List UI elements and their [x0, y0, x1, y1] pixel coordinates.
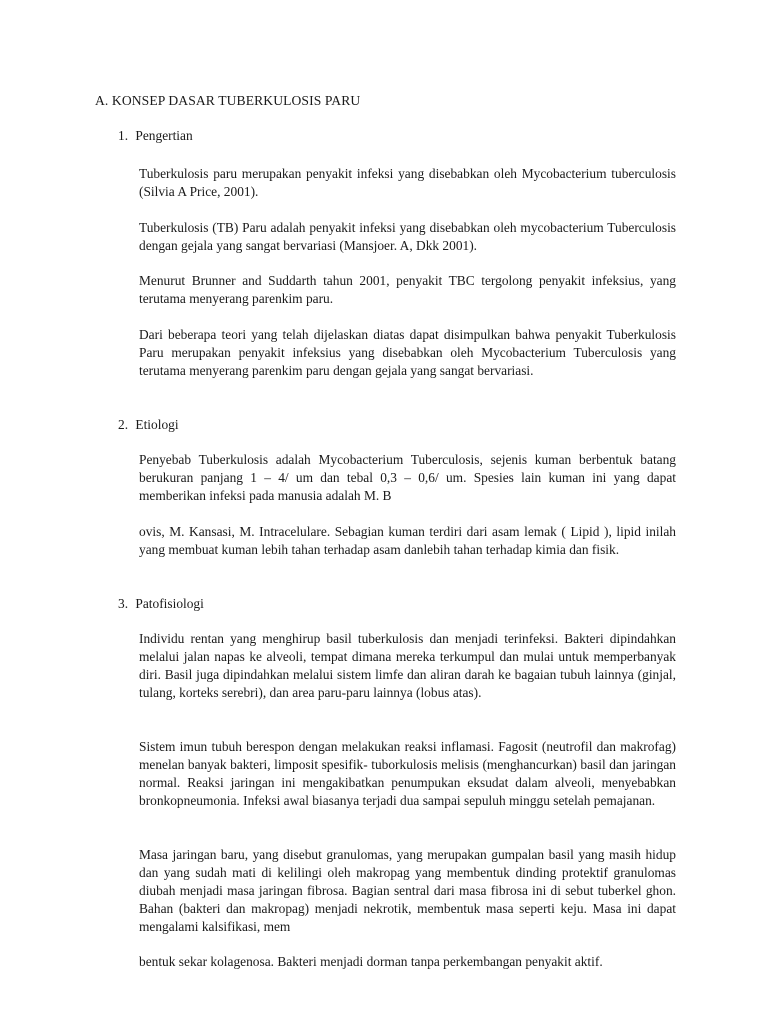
- section-number: 1.: [118, 128, 129, 143]
- section-heading-pengertian: [118, 128, 193, 144]
- section-title: Etiologi: [135, 417, 179, 432]
- paragraph: Sistem imun tubuh berespon dengan melakukan reaksi inflamasi. Fagosit (neutrofil dan makrofag) menelan banyak bakteri, limposit spesifik- tuborkulosis melisis (menghancurkan) basil dan jaringan normal. Reaksi jaringan ini mengakibatkan penumpukan eksudat dalam alveoli, menyebabkan bronkopneumonia. Infeksi awal biasanya terjadi dua sampai sepuluh minggu setelah pemajanan.: [139, 739, 676, 808]
- section-number: 3.: [118, 596, 129, 611]
- paragraph: ovis, M. Kansasi, M. Intracelulare. Sebagian kuman terdiri dari asam lemak ( Lipid ), lipid inilah yang membuat kuman lebih tahan terhadap asam danlebih tahan terhadap kimia dan fisik.: [139, 524, 676, 557]
- paragraph: bentuk sekar kolagenosa. Bakteri menjadi dorman tanpa perkembangan penyakit aktif.: [139, 954, 603, 969]
- section-title: Pengertian: [135, 128, 193, 143]
- section-heading-etiologi: [118, 417, 179, 433]
- document-title: A. KONSEP DASAR TUBERKULOSIS PARU: [95, 93, 361, 108]
- paragraph: Masa jaringan baru, yang disebut granulomas, yang merupakan gumpalan basil yang masih hidup dan yang sudah mati di kelilingi oleh makropag yang membentuk dinding protektif granulomas diubah menjadi masa jaringan fibrosa. Bagian sentral dari masa fibrosa ini di sebut tuberkel ghon. Bahan (bakteri dan makropag) menjadi nekrotik, membentuk masa seperti keju. Masa ini dapat mengalami kalsifikasi, mem: [139, 847, 676, 934]
- paragraph: Tuberkulosis paru merupakan penyakit infeksi yang disebabkan oleh Mycobacterium tuberculosis (Silvia A Price, 2001).: [139, 166, 676, 199]
- section-title: Patofisiologi: [135, 596, 204, 611]
- section-heading-patofisiologi: [118, 596, 204, 612]
- section-number: 2.: [118, 417, 129, 432]
- paragraph: Penyebab Tuberkulosis adalah Mycobacterium Tuberculosis, sejenis kuman berbentuk batang berukuran panjang 1 – 4/ um dan tebal 0,3 – 0,6/ um. Spesies lain kuman ini yang dapat memberikan infeksi pada manusia adalah M. B: [139, 452, 676, 503]
- paragraph: Individu rentan yang menghirup basil tuberkulosis dan menjadi terinfeksi. Bakteri dipindahkan melalui jalan napas ke alveoli, tempat dimana mereka terkumpul dan mulai untuk memperbanyak diri. Basil juga dipindahkan melalui sistem limfe dan aliran darah ke bagaian tubuh lainnya (ginjal, tulang, korteks serebri), dan area paru-paru lainnya (lobus atas).: [139, 631, 676, 700]
- paragraph: Tuberkulosis (TB) Paru adalah penyakit infeksi yang disebabkan oleh mycobacterium Tuberculosis dengan gejala yang sangat bervariasi (Mansjoer. A, Dkk 2001).: [139, 220, 676, 253]
- paragraph: Dari beberapa teori yang telah dijelaskan diatas dapat disimpulkan bahwa penyakit Tuberkulosis Paru merupakan penyakit infeksius yang disebabkan oleh Mycobacterium Tuberculosis yang terutama menyerang parenkim paru dengan gejala yang sangat bervariasi.: [139, 327, 676, 378]
- paragraph: Menurut Brunner and Suddarth tahun 2001, penyakit TBC tergolong penyakit infeksius, yang terutama menyerang parenkim paru.: [139, 273, 676, 306]
